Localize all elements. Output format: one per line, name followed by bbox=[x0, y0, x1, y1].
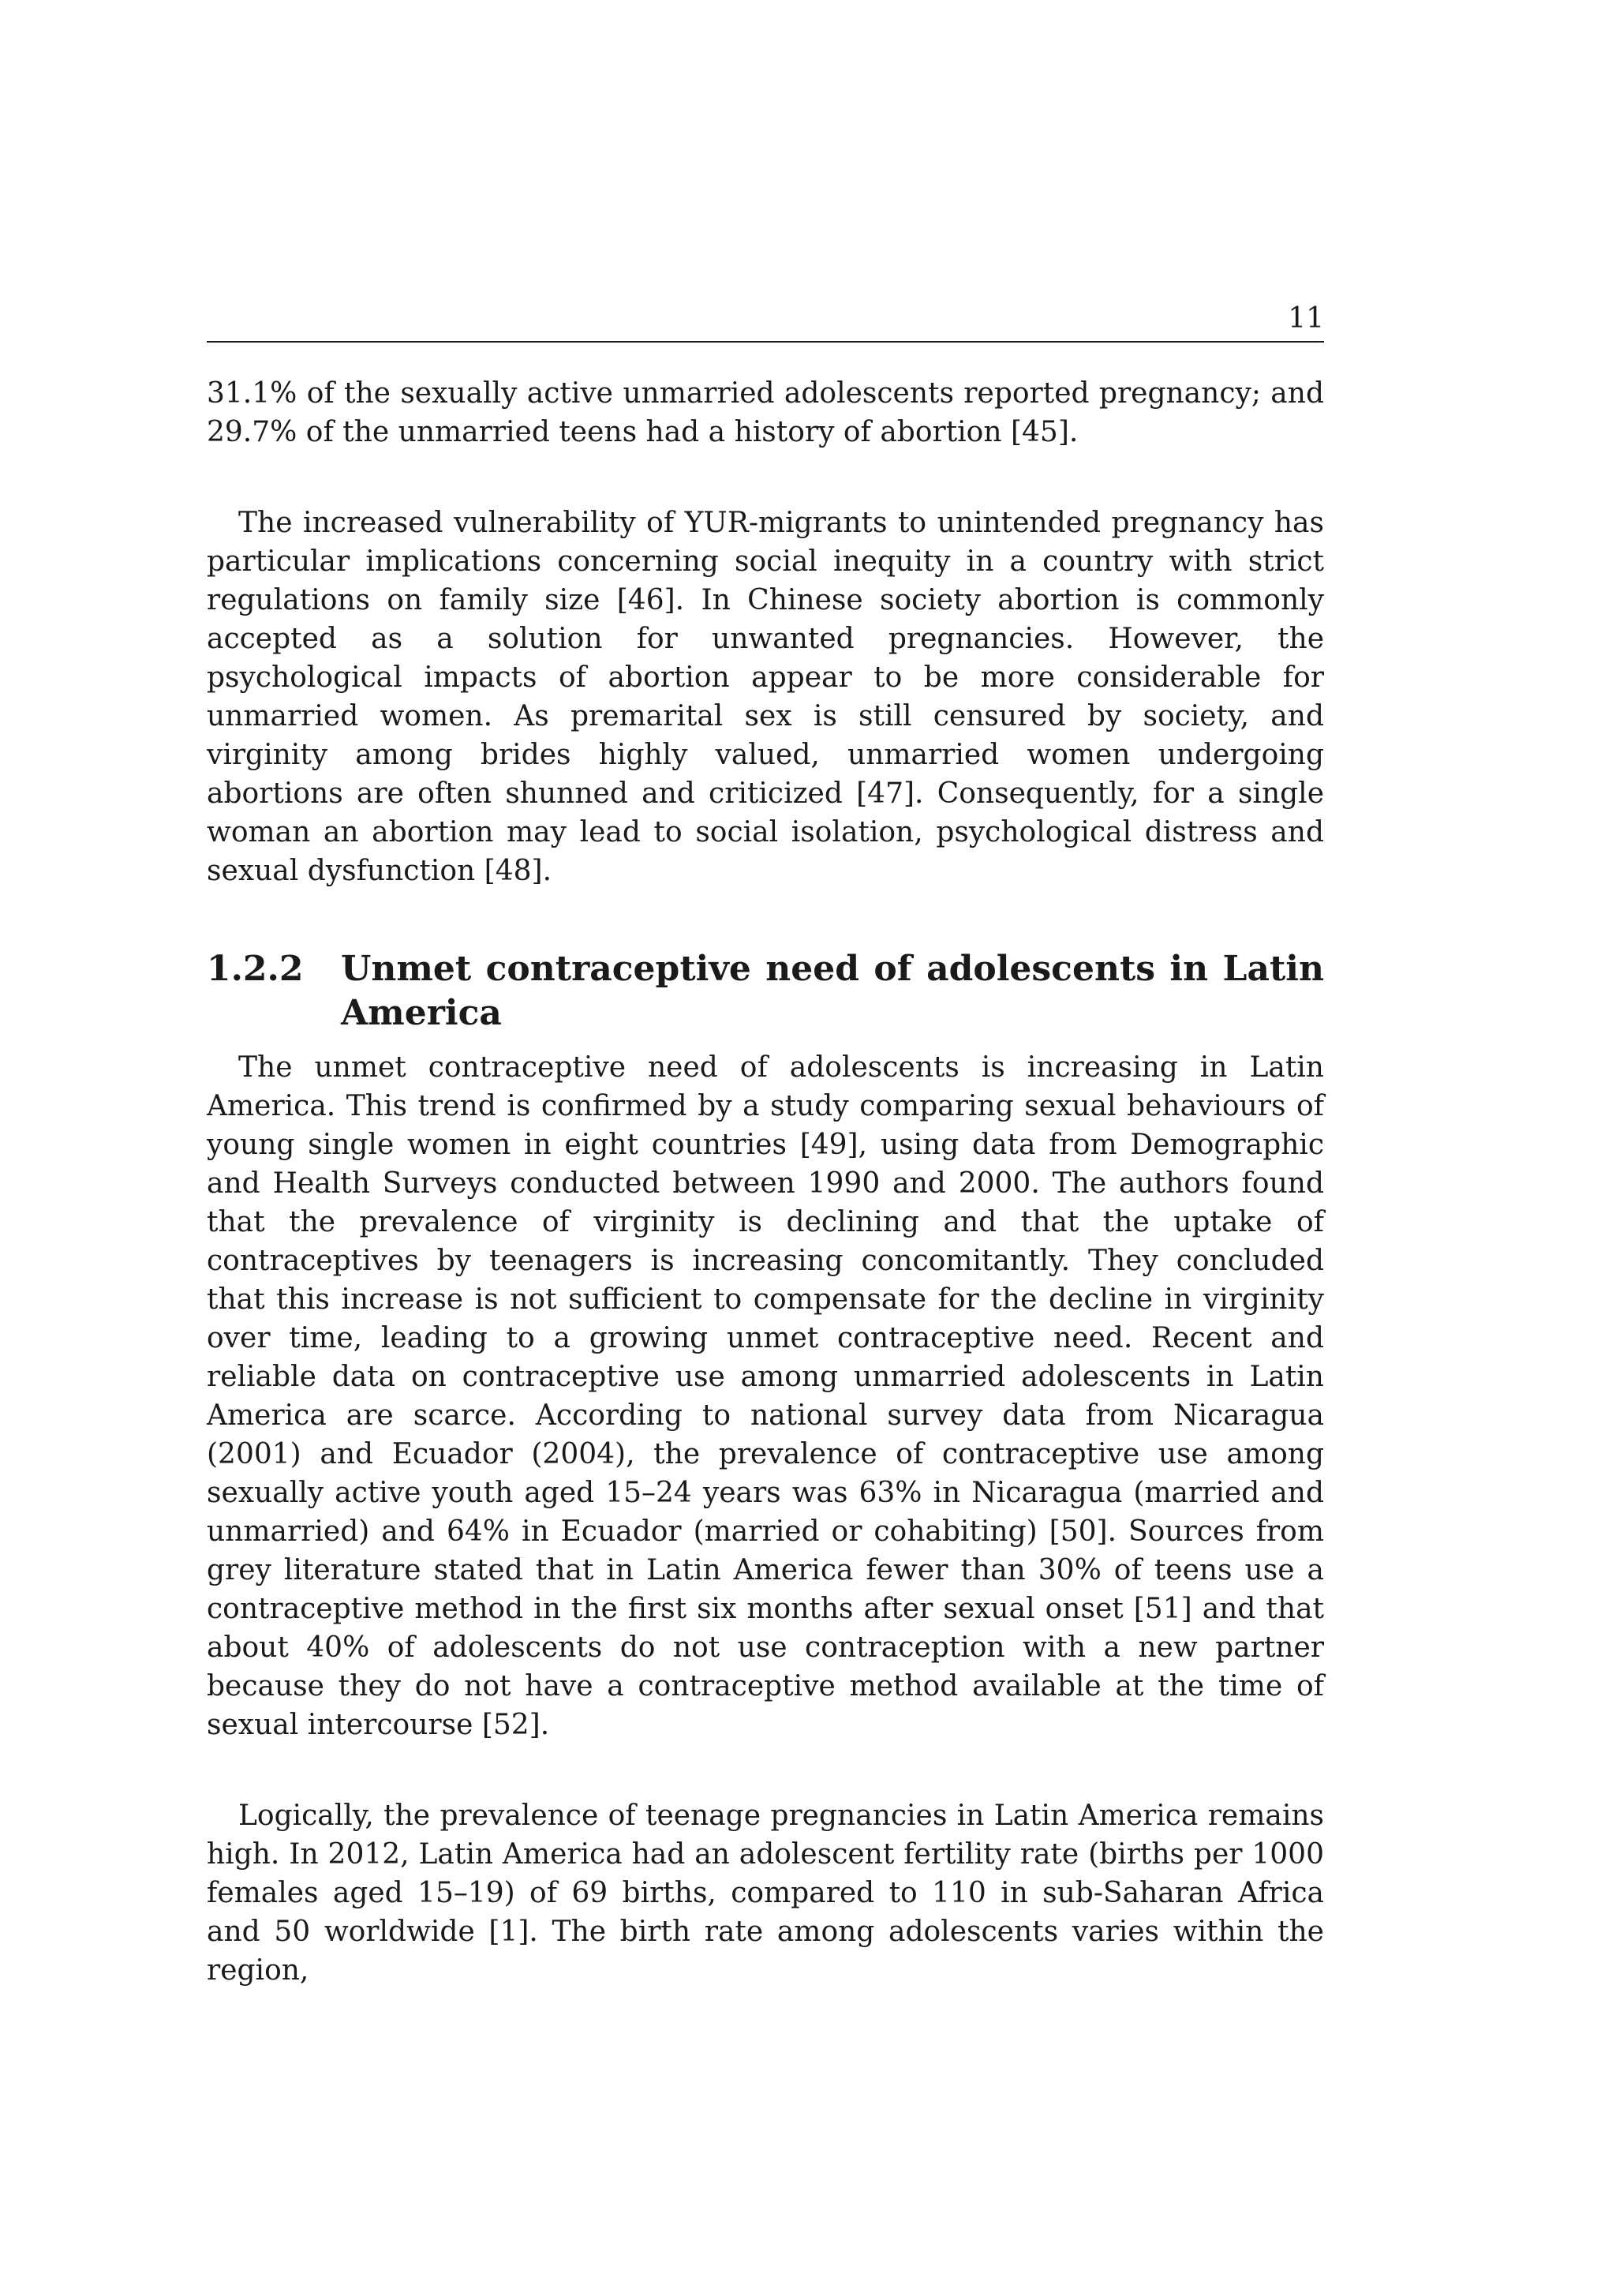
paragraph-gap bbox=[207, 451, 1324, 504]
section-title: Unmet contraceptive need of adolescents in Latin America bbox=[341, 949, 1324, 1033]
section-heading bbox=[207, 947, 1324, 1036]
page-body bbox=[207, 302, 1324, 1990]
page-number: 11 bbox=[1288, 302, 1324, 335]
paragraph-2: The increased vulnerability of YUR-migrants to unintended pregnancy has particular implications concerning social inequity in a country with strict regulations on family size [46]. In Chinese society abortion is commonly accepted as a solution for unwanted pregnancies. However, the psychological impacts of abortion appear to be more considerable for unmarried women. As premarital sex is still censured by society, and virginity among brides highly valued, unmarried women undergoing abortions are often shunned and criticized [47]. Consequently, for a single woman an abortion may lead to social isolation, psychological distress and sexual dysfunction [48]. bbox=[207, 507, 1324, 887]
paragraph-4: Logically, the prevalence of teenage pregnancies in Latin America remains high. In 2012, Latin America had an adolescent fertility rate (births per 1000 females aged 15–19) of 69 births, compared to 110 in sub-Saharan Africa and 50 worldwide [1]. The birth rate among adolescents varies within the region, bbox=[207, 1800, 1324, 1987]
section-number: 1.2.2 bbox=[207, 949, 304, 989]
paragraph-gap bbox=[207, 1744, 1324, 1796]
header-rule bbox=[207, 341, 1324, 343]
paragraph-3: The unmet contraceptive need of adolescents is increasing in Latin America. This trend is confirmed by a study comparing sexual behaviours of young single women in eight countries [49], using data from Demographic and Health Surveys conducted between 1990 and 2000. The authors found that the prevalence of virginity is declining and that the uptake of contraceptives by teenagers is increasing concomitantly. They concluded that this increase is not sufficient to compensate for the decline in virginity over time, leading to a growing unmet contraceptive need. Recent and reliable data on contraceptive use among unmarried adolescents in Latin America are scarce. According to national survey data from Nicaragua (2001) and Ecuador (2004), the prevalence of contraceptive use among sexually active youth aged 15–24 years was 63% in Nicaragua (married and unmarried) and 64% in Ecuador (married or cohabiting) [50]. Sources from grey literature stated that in Latin America fewer than 30% of teens use a contraceptive method in the first six months after sexual onset [51] and that about 40% of adolescents do not use contraception with a new partner because they do not have a contraceptive method available at the time of sexual intercourse [52]. bbox=[207, 1051, 1324, 1741]
paragraph-1: 31.1% of the sexually active unmarried adolescents reported pregnancy; and 29.7% of the unmarried teens had a history of abortion [45]. bbox=[207, 377, 1324, 448]
